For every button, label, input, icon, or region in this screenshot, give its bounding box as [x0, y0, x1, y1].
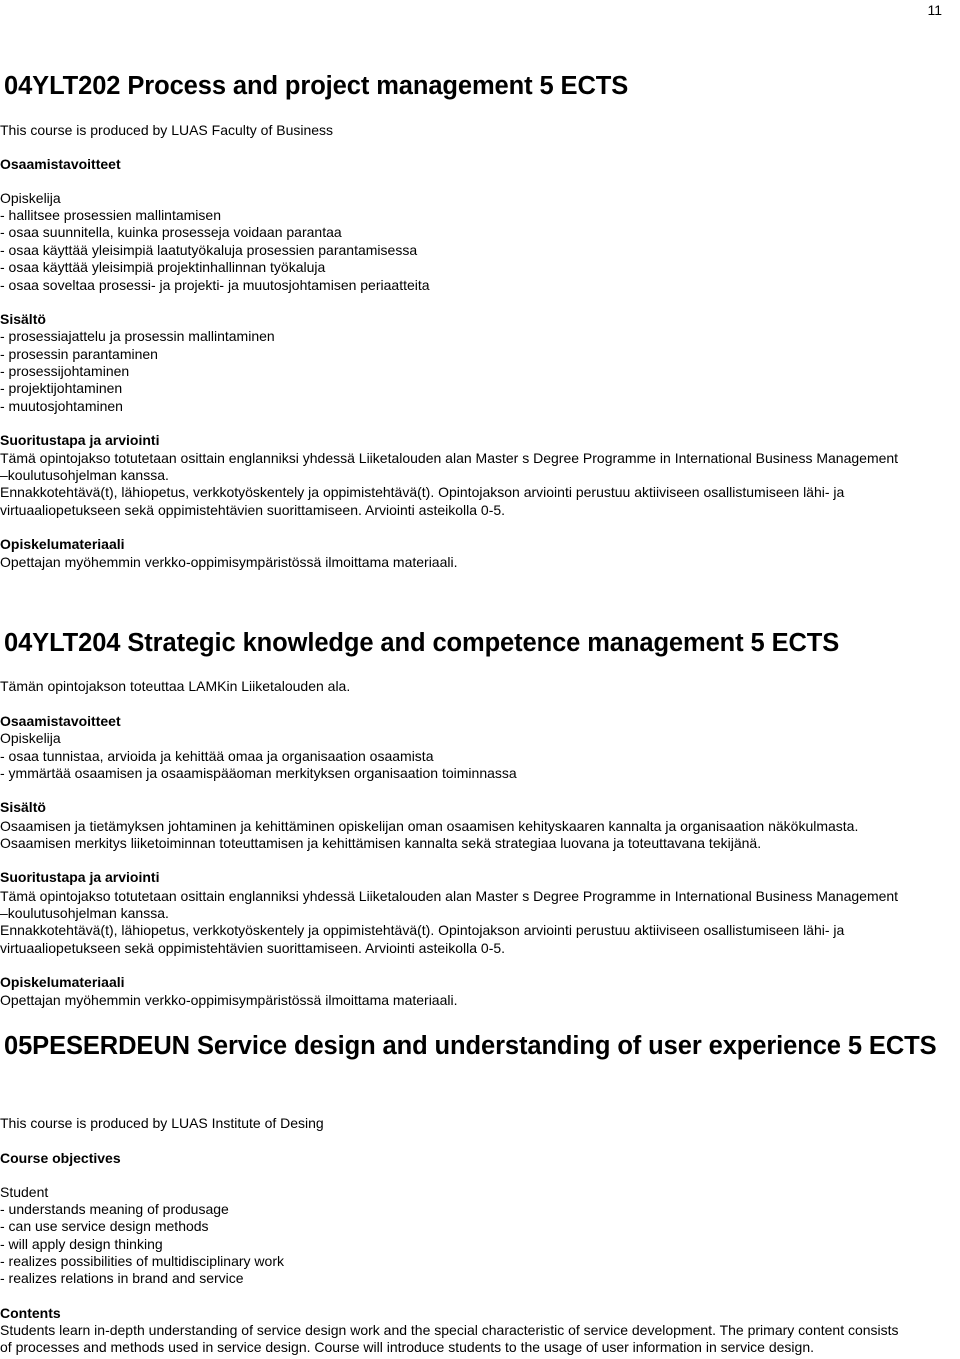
objectives-heading: Osaamistavoitteet: [0, 713, 121, 729]
assessment-heading: Suoritustapa ja arviointi: [0, 869, 160, 885]
course-title: 05PESERDEUN Service design and understanding of user experience 5 ECTS: [4, 1032, 937, 1060]
list-item: - understands meaning of produsage: [0, 1201, 229, 1217]
list-item: - projektijohtaminen: [0, 380, 123, 396]
materials-heading: Opiskelumateriaali: [0, 974, 125, 990]
list-item: - osaa käyttää yleisimpiä projektinhallinnan työkaluja: [0, 259, 326, 275]
objectives-intro: Opiskelija: [0, 190, 61, 206]
list-item: - realizes possibilities of multidisciplinary work: [0, 1253, 284, 1269]
list-item: - prosessijohtaminen: [0, 363, 130, 379]
assessment-line: virtuaaliopetukseen sekä oppimistehtävien suorittamiseen. Arviointi asteikolla 0-5.: [0, 502, 506, 518]
materials-text: Opettajan myöhemmin verkko-oppimisympäristössä ilmoittama materiaali.: [0, 992, 458, 1008]
materials-heading: Opiskelumateriaali: [0, 536, 125, 552]
assessment-line: Ennakkotehtävä(t), lähiopetus, verkkotyöskentely ja oppimistehtävä(t). Opintojakson arviointi perustuu aktiiviseen osallistumiseen lähi- ja: [0, 484, 845, 500]
page-number: 11: [927, 2, 942, 18]
assessment-line: –koulutusohjelman kanssa.: [0, 467, 169, 483]
list-item: - osaa käyttää yleisimpiä laatutyökaluja prosessien parantamisessa: [0, 242, 418, 258]
content-heading: Sisältö: [0, 799, 46, 815]
objectives-heading: Osaamistavoitteet: [0, 156, 121, 172]
assessment-line: –koulutusohjelman kanssa.: [0, 905, 169, 921]
assessment-line: Tämä opintojakso totutetaan osittain englanniksi yhdessä Liiketalouden alan Master s Degree Programme in International Business Management: [0, 450, 899, 466]
course-producer: Tämän opintojakson toteuttaa LAMKin Liiketalouden ala.: [0, 678, 351, 694]
list-item: - osaa soveltaa prosessi- ja projekti- ja muutosjohtamisen periaatteita: [0, 277, 430, 293]
list-item: - osaa tunnistaa, arvioida ja kehittää omaa ja organisaation osaamista: [0, 748, 434, 764]
content-line: Osaamisen ja tietämyksen johtaminen ja kehittäminen opiskelijan oman osaamisen kehityskaaren kannalta ja organisaation näkökulmasta.: [0, 818, 859, 834]
list-item: - will apply design thinking: [0, 1236, 163, 1252]
course-title: 04YLT202 Process and project management 5 ECTS: [4, 72, 629, 100]
course-title: 04YLT204 Strategic knowledge and competence management 5 ECTS: [4, 629, 840, 657]
content-line: Students learn in-depth understanding of service design work and the special characteristic of service development. The primary content consists: [0, 1322, 899, 1338]
content-line: of processes and methods used in service design. Course will introduce students to the usage of user information in service design.: [0, 1339, 814, 1355]
assessment-line: Ennakkotehtävä(t), lähiopetus, verkkotyöskentely ja oppimistehtävä(t). Opintojakson arviointi perustuu aktiiviseen osallistumiseen lähi- ja: [0, 922, 845, 938]
content-line: Osaamisen merkitys liiketoiminnan toteuttamisen ja kehittämisen kannalta sekä strategiaa luovana ja toteuttavana tekijänä.: [0, 835, 762, 851]
list-item: - can use service design methods: [0, 1218, 209, 1234]
objectives-intro: Student: [0, 1184, 49, 1200]
list-item: - prosessin parantaminen: [0, 346, 158, 362]
assessment-line: Tämä opintojakso totutetaan osittain englanniksi yhdessä Liiketalouden alan Master s Degree Programme in International Business Management: [0, 888, 899, 904]
assessment-heading: Suoritustapa ja arviointi: [0, 432, 160, 448]
content-heading: Contents: [0, 1305, 61, 1321]
list-item: - muutosjohtaminen: [0, 398, 123, 414]
list-item: - hallitsee prosessien mallintamisen: [0, 207, 221, 223]
course-producer: This course is produced by LUAS Institute of Desing: [0, 1115, 324, 1131]
list-item: - realizes relations in brand and service: [0, 1270, 244, 1286]
list-item: - ymmärtää osaamisen ja osaamispääoman merkityksen organisaation toiminnassa: [0, 765, 517, 781]
list-item: - osaa suunnitella, kuinka prosesseja voidaan parantaa: [0, 224, 342, 240]
objectives-intro: Opiskelija: [0, 730, 61, 746]
assessment-line: virtuaaliopetukseen sekä oppimistehtävien suorittamiseen. Arviointi asteikolla 0-5.: [0, 940, 506, 956]
materials-text: Opettajan myöhemmin verkko-oppimisympäristössä ilmoittama materiaali.: [0, 554, 458, 570]
course-producer: This course is produced by LUAS Faculty of Business: [0, 122, 334, 138]
objectives-heading: Course objectives: [0, 1150, 121, 1166]
list-item: - prosessiajattelu ja prosessin mallintaminen: [0, 328, 275, 344]
content-heading: Sisältö: [0, 311, 46, 327]
